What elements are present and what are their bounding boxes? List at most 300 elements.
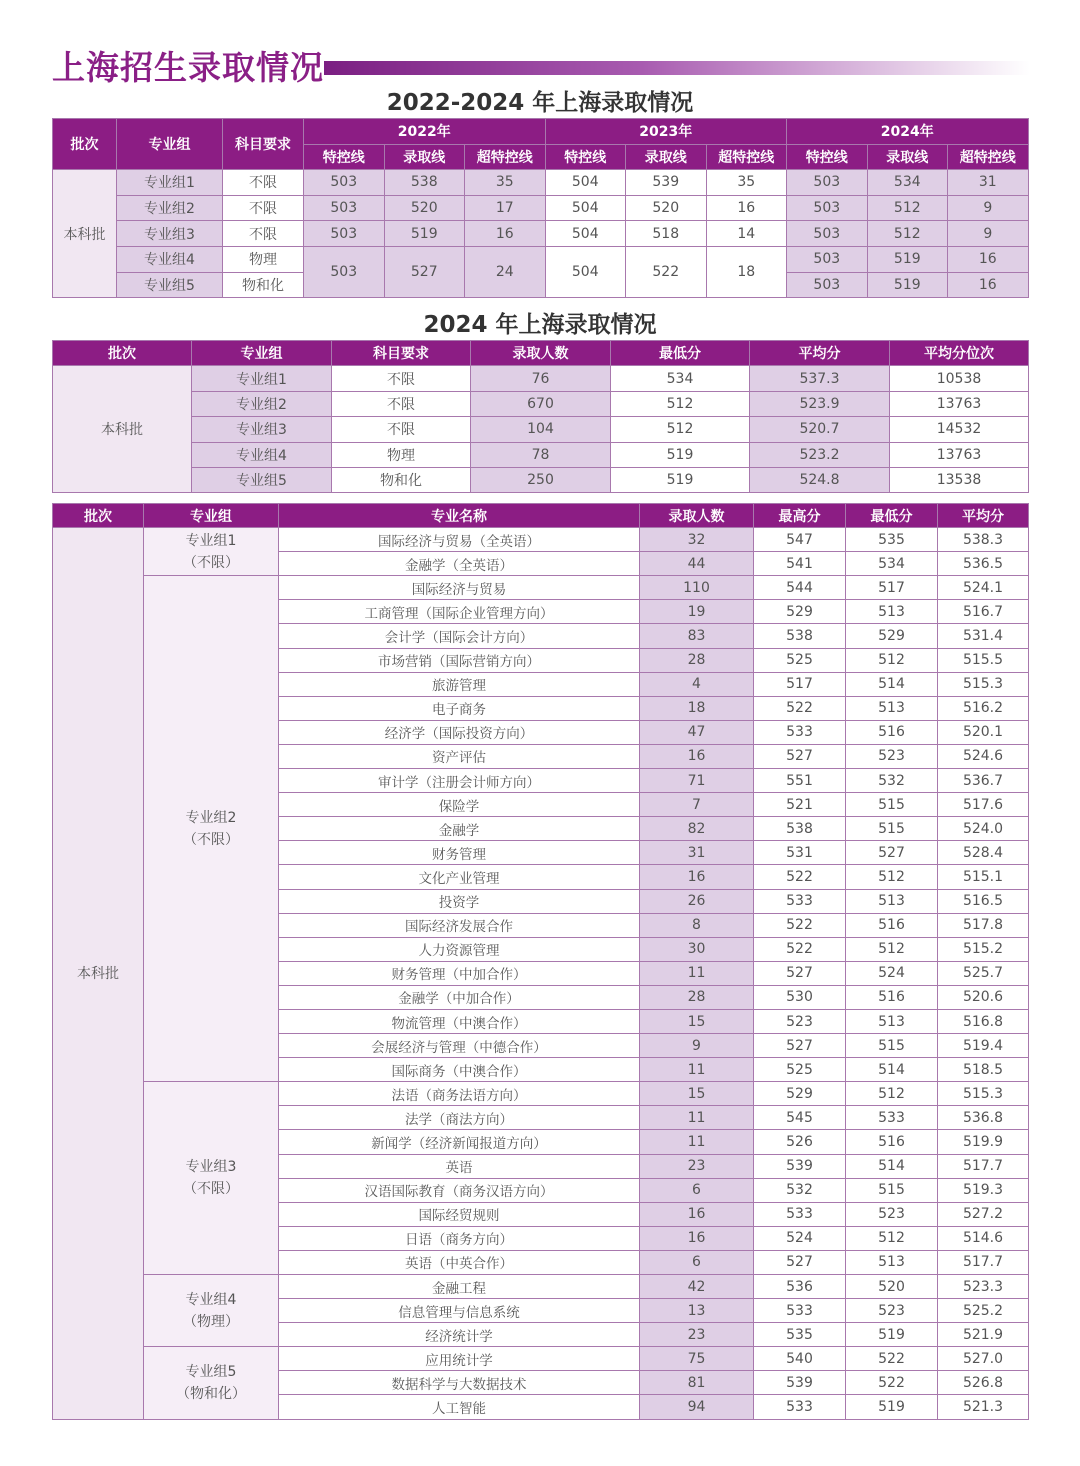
section2-title: 2024 年上海录取情况 [423, 312, 657, 338]
table-row [53, 442, 1029, 467]
value-cell: 物和化 [332, 467, 471, 492]
major-name-cell: 英语（中英合作） [279, 1250, 640, 1274]
value-cell: 14532 [890, 417, 1029, 442]
value-cell: 512 [611, 417, 750, 442]
subject-cell: 物和化 [223, 272, 304, 298]
value-cell: 551 [754, 769, 846, 793]
value-cell: 47 [640, 720, 754, 744]
value-cell: 524 [754, 1226, 846, 1250]
value-cell: 513 [846, 696, 938, 720]
value-cell: 527 [754, 961, 846, 985]
value-cell: 515.3 [938, 1082, 1029, 1106]
group-requirement: （不限） [183, 831, 239, 848]
value-cell: 521 [754, 793, 846, 817]
value-cell: 不限 [332, 366, 471, 391]
value-cell: 524 [846, 961, 938, 985]
value-cell: 6 [640, 1178, 754, 1202]
value-cell: 42 [640, 1275, 754, 1299]
value-cell: 520 [384, 195, 465, 221]
value-cell: 6 [640, 1250, 754, 1274]
major-name-cell: 财务管理 [279, 841, 640, 865]
value-cell: 525 [754, 648, 846, 672]
value-cell: 517.7 [938, 1250, 1029, 1274]
value-cell: 30 [640, 937, 754, 961]
value-cell: 503 [304, 170, 385, 196]
major-name-cell: 国际商务（中澳合作） [279, 1058, 640, 1082]
value-cell: 518 [626, 221, 707, 247]
value-cell: 14 [706, 221, 787, 247]
value-cell: 250 [471, 467, 611, 492]
value-cell: 521.3 [938, 1395, 1029, 1419]
value-cell: 28 [640, 985, 754, 1009]
value-cell: 512 [867, 221, 948, 247]
header-sub: 超特控线 [948, 144, 1029, 170]
table-row [53, 467, 1029, 492]
value-cell: 16 [706, 195, 787, 221]
value-cell: 521.9 [938, 1323, 1029, 1347]
value-cell: 518.5 [938, 1058, 1029, 1082]
value-cell: 物理 [332, 442, 471, 467]
value-cell: 24 [465, 246, 546, 297]
value-cell: 533 [846, 1106, 938, 1130]
group-cell: 专业组5 [117, 272, 223, 298]
value-cell: 522 [754, 937, 846, 961]
value-cell: 519 [867, 272, 948, 298]
major-name-cell: 经济统计学 [279, 1323, 640, 1347]
value-cell: 515 [846, 817, 938, 841]
value-cell: 26 [640, 889, 754, 913]
major-name-cell: 法语（商务法语方向） [279, 1082, 640, 1106]
subject-cell: 物理 [223, 246, 304, 272]
value-cell: 519 [867, 246, 948, 272]
value-cell: 533 [754, 1395, 846, 1419]
major-name-cell: 电子商务 [279, 696, 640, 720]
value-cell: 523 [754, 1009, 846, 1033]
value-cell: 536.5 [938, 552, 1029, 576]
group-cell [144, 576, 279, 1082]
value-cell: 517 [846, 576, 938, 600]
value-cell: 19 [640, 600, 754, 624]
value-cell: 523.9 [750, 391, 890, 416]
value-cell: 32 [640, 528, 754, 552]
table-row [53, 1082, 1029, 1106]
group-cell: 专业组2 [192, 391, 332, 416]
value-cell: 15 [640, 1082, 754, 1106]
group-requirement: （不限） [183, 554, 239, 571]
major-name-cell: 保险学 [279, 793, 640, 817]
group-cell [144, 1347, 279, 1419]
value-cell: 531 [754, 841, 846, 865]
value-cell: 533 [754, 720, 846, 744]
value-cell: 512 [846, 1082, 938, 1106]
table-2024 [52, 340, 1029, 493]
group-cell: 专业组3 [192, 417, 332, 442]
value-cell: 512 [867, 195, 948, 221]
header-cell: 专业组 [192, 341, 332, 366]
value-cell: 520.7 [750, 417, 890, 442]
group-requirement: （物和化） [176, 1385, 246, 1402]
value-cell: 513 [846, 600, 938, 624]
value-cell: 533 [754, 1299, 846, 1323]
major-name-cell: 国际经济与贸易（全英语） [279, 528, 640, 552]
value-cell: 515 [846, 1178, 938, 1202]
header-sub: 录取线 [384, 144, 465, 170]
value-cell: 517.8 [938, 913, 1029, 937]
header-cell: 专业组 [144, 504, 279, 528]
header-sub: 超特控线 [706, 144, 787, 170]
group-name: 专业组3 [185, 1159, 237, 1176]
header-cell: 录取人数 [640, 504, 754, 528]
value-cell: 9 [640, 1034, 754, 1058]
value-cell: 23 [640, 1323, 754, 1347]
value-cell: 517.7 [938, 1154, 1029, 1178]
value-cell: 503 [304, 246, 385, 297]
value-cell: 517 [754, 672, 846, 696]
batch-cell: 本科批 [53, 528, 144, 1419]
value-cell: 515.3 [938, 672, 1029, 696]
value-cell: 525.2 [938, 1299, 1029, 1323]
value-cell: 520 [846, 1275, 938, 1299]
value-cell: 670 [471, 391, 611, 416]
value-cell: 503 [787, 221, 868, 247]
batch-cell: 本科批 [53, 170, 117, 298]
value-cell: 517.6 [938, 793, 1029, 817]
header-cell: 批次 [53, 341, 192, 366]
value-cell: 7 [640, 793, 754, 817]
value-cell: 525.7 [938, 961, 1029, 985]
major-name-cell: 财务管理（中加合作） [279, 961, 640, 985]
value-cell: 11 [640, 1106, 754, 1130]
major-name-cell: 市场营销（国际营销方向） [279, 648, 640, 672]
major-name-cell: 审计学（注册会计师方向） [279, 769, 640, 793]
value-cell: 516 [846, 985, 938, 1009]
value-cell: 533 [754, 889, 846, 913]
major-name-cell: 经济学（国际投资方向） [279, 720, 640, 744]
value-cell: 520.1 [938, 720, 1029, 744]
table-row [53, 391, 1029, 416]
value-cell: 503 [787, 272, 868, 298]
group-cell: 专业组2 [117, 195, 223, 221]
value-cell: 9 [948, 195, 1029, 221]
value-cell: 532 [754, 1178, 846, 1202]
value-cell: 16 [640, 865, 754, 889]
major-name-cell: 投资学 [279, 889, 640, 913]
group-name: 专业组2 [185, 809, 237, 826]
header-sub: 特控线 [787, 144, 868, 170]
value-cell: 104 [471, 417, 611, 442]
value-cell: 520.6 [938, 985, 1029, 1009]
value-cell: 512 [611, 391, 750, 416]
header-cell: 平均分 [750, 341, 890, 366]
value-cell: 512 [846, 648, 938, 672]
value-cell: 514 [846, 1154, 938, 1178]
value-cell: 530 [754, 985, 846, 1009]
value-cell: 75 [640, 1347, 754, 1371]
table-row [53, 528, 1029, 552]
value-cell: 16 [465, 221, 546, 247]
value-cell: 503 [304, 195, 385, 221]
value-cell: 541 [754, 552, 846, 576]
value-cell: 533 [754, 1202, 846, 1226]
value-cell: 536.8 [938, 1106, 1029, 1130]
value-cell: 529 [754, 600, 846, 624]
value-cell: 16 [640, 744, 754, 768]
value-cell: 532 [846, 769, 938, 793]
value-cell: 515 [846, 1034, 938, 1058]
header-year-2022: 2022年 [304, 119, 546, 145]
value-cell: 524.8 [750, 467, 890, 492]
group-cell: 专业组1 [117, 170, 223, 196]
major-name-cell: 国际经济发展合作 [279, 913, 640, 937]
major-name-cell: 物流管理（中澳合作） [279, 1009, 640, 1033]
group-cell: 专业组4 [192, 442, 332, 467]
page-title: 上海招生录取情况 [52, 48, 324, 87]
value-cell: 17 [465, 195, 546, 221]
major-name-cell: 文化产业管理 [279, 865, 640, 889]
group-cell: 专业组4 [117, 246, 223, 272]
value-cell: 539 [754, 1371, 846, 1395]
value-cell: 516 [846, 1130, 938, 1154]
value-cell: 504 [545, 195, 626, 221]
value-cell: 513 [846, 1250, 938, 1274]
major-name-cell: 旅游管理 [279, 672, 640, 696]
header-sub: 超特控线 [465, 144, 546, 170]
major-name-cell: 国际经济与贸易 [279, 576, 640, 600]
major-name-cell: 会展经济与管理（中德合作） [279, 1034, 640, 1058]
value-cell: 524.0 [938, 817, 1029, 841]
value-cell: 8 [640, 913, 754, 937]
value-cell: 523.2 [750, 442, 890, 467]
value-cell: 519 [846, 1323, 938, 1347]
value-cell: 528.4 [938, 841, 1029, 865]
header-sub: 录取线 [626, 144, 707, 170]
value-cell: 13538 [890, 467, 1029, 492]
value-cell: 31 [948, 170, 1029, 196]
value-cell: 538 [754, 817, 846, 841]
group-name: 专业组5 [185, 1363, 237, 1380]
table-majors-2024 [52, 503, 1029, 1420]
value-cell: 514 [846, 672, 938, 696]
value-cell: 504 [545, 221, 626, 247]
header-sub: 特控线 [545, 144, 626, 170]
header-subject: 科目要求 [223, 119, 304, 170]
value-cell: 519.9 [938, 1130, 1029, 1154]
value-cell: 10538 [890, 366, 1029, 391]
value-cell: 35 [465, 170, 546, 196]
major-name-cell: 英语 [279, 1154, 640, 1178]
value-cell: 529 [754, 1082, 846, 1106]
value-cell: 515 [846, 793, 938, 817]
value-cell: 516 [846, 913, 938, 937]
header-cell: 最低分 [611, 341, 750, 366]
value-cell: 512 [846, 937, 938, 961]
value-cell: 529 [846, 624, 938, 648]
value-cell: 534 [867, 170, 948, 196]
value-cell: 523 [846, 1202, 938, 1226]
header-cell: 最低分 [846, 504, 938, 528]
value-cell: 540 [754, 1347, 846, 1371]
value-cell: 94 [640, 1395, 754, 1419]
value-cell: 513 [846, 1009, 938, 1033]
value-cell: 13763 [890, 442, 1029, 467]
group-name: 专业组4 [185, 1291, 237, 1308]
value-cell: 545 [754, 1106, 846, 1130]
major-name-cell: 资产评估 [279, 744, 640, 768]
major-name-cell: 信息管理与信息系统 [279, 1299, 640, 1323]
header-cell: 平均分位次 [890, 341, 1029, 366]
header-sub: 录取线 [867, 144, 948, 170]
title-gradient-bar [324, 61, 1030, 75]
major-name-cell: 日语（商务方向） [279, 1226, 640, 1250]
header-year-2024: 2024年 [787, 119, 1029, 145]
group-cell [144, 1275, 279, 1347]
group-cell [144, 528, 279, 576]
value-cell: 515.2 [938, 937, 1029, 961]
value-cell: 31 [640, 841, 754, 865]
value-cell: 527 [384, 246, 465, 297]
major-name-cell: 会计学（国际会计方向） [279, 624, 640, 648]
value-cell: 15 [640, 1009, 754, 1033]
value-cell: 522 [754, 913, 846, 937]
value-cell: 13763 [890, 391, 1029, 416]
value-cell: 519 [611, 442, 750, 467]
section1-title: 2022-2024 年上海录取情况 [386, 90, 694, 116]
header-cell: 批次 [53, 504, 144, 528]
value-cell: 527 [754, 744, 846, 768]
value-cell: 534 [611, 366, 750, 391]
value-cell: 不限 [332, 391, 471, 416]
value-cell: 512 [846, 865, 938, 889]
group-name: 专业组1 [185, 532, 237, 549]
group-cell: 专业组3 [117, 221, 223, 247]
value-cell: 513 [846, 889, 938, 913]
value-cell: 525 [754, 1058, 846, 1082]
value-cell: 28 [640, 648, 754, 672]
value-cell: 527.2 [938, 1202, 1029, 1226]
value-cell: 519 [611, 467, 750, 492]
value-cell: 503 [787, 195, 868, 221]
value-cell: 522 [754, 696, 846, 720]
value-cell: 76 [471, 366, 611, 391]
group-cell [144, 1082, 279, 1275]
header-batch: 批次 [53, 119, 117, 170]
major-name-cell: 应用统计学 [279, 1347, 640, 1371]
header-sub: 特控线 [304, 144, 385, 170]
subject-cell: 不限 [223, 170, 304, 196]
value-cell: 538.3 [938, 528, 1029, 552]
value-cell: 16 [948, 272, 1029, 298]
value-cell: 11 [640, 1058, 754, 1082]
value-cell: 516.7 [938, 600, 1029, 624]
major-name-cell: 人工智能 [279, 1395, 640, 1419]
table-row [53, 1347, 1029, 1371]
value-cell: 11 [640, 1130, 754, 1154]
value-cell: 503 [787, 246, 868, 272]
header-cell: 科目要求 [332, 341, 471, 366]
group-cell: 专业组5 [192, 467, 332, 492]
value-cell: 82 [640, 817, 754, 841]
major-name-cell: 数据科学与大数据技术 [279, 1371, 640, 1395]
value-cell: 547 [754, 528, 846, 552]
value-cell: 524.1 [938, 576, 1029, 600]
value-cell: 83 [640, 624, 754, 648]
header-cell: 录取人数 [471, 341, 611, 366]
value-cell: 514 [846, 1058, 938, 1082]
value-cell: 514.6 [938, 1226, 1029, 1250]
group-requirement: （不限） [183, 1181, 239, 1198]
table-row [53, 576, 1029, 600]
value-cell: 524.6 [938, 744, 1029, 768]
value-cell: 519 [384, 221, 465, 247]
major-name-cell: 汉语国际教育（商务汉语方向） [279, 1178, 640, 1202]
value-cell: 523 [846, 744, 938, 768]
value-cell: 504 [545, 246, 626, 297]
major-name-cell: 金融工程 [279, 1275, 640, 1299]
value-cell: 9 [948, 221, 1029, 247]
value-cell: 110 [640, 576, 754, 600]
value-cell: 539 [626, 170, 707, 196]
value-cell: 523.3 [938, 1275, 1029, 1299]
value-cell: 531.4 [938, 624, 1029, 648]
value-cell: 519 [846, 1395, 938, 1419]
value-cell: 4 [640, 672, 754, 696]
value-cell: 18 [640, 696, 754, 720]
major-name-cell: 金融学 [279, 817, 640, 841]
header-group: 专业组 [117, 119, 223, 170]
value-cell: 527 [846, 841, 938, 865]
value-cell: 71 [640, 769, 754, 793]
value-cell: 537.3 [750, 366, 890, 391]
value-cell: 503 [304, 221, 385, 247]
value-cell: 535 [754, 1323, 846, 1347]
subject-cell: 不限 [223, 195, 304, 221]
value-cell: 538 [754, 624, 846, 648]
value-cell: 519.4 [938, 1034, 1029, 1058]
value-cell: 527.0 [938, 1347, 1029, 1371]
header-year-2023: 2023年 [545, 119, 787, 145]
value-cell: 23 [640, 1154, 754, 1178]
major-name-cell: 人力资源管理 [279, 937, 640, 961]
value-cell: 519.3 [938, 1178, 1029, 1202]
value-cell: 516.5 [938, 889, 1029, 913]
group-cell: 专业组1 [192, 366, 332, 391]
value-cell: 526.8 [938, 1371, 1029, 1395]
major-name-cell: 新闻学（经济新闻报道方向） [279, 1130, 640, 1154]
value-cell: 504 [545, 170, 626, 196]
value-cell: 35 [706, 170, 787, 196]
major-name-cell: 金融学（全英语） [279, 552, 640, 576]
major-name-cell: 国际经贸规则 [279, 1202, 640, 1226]
value-cell: 516 [846, 720, 938, 744]
table-row [53, 1275, 1029, 1299]
value-cell: 527 [754, 1250, 846, 1274]
value-cell: 16 [948, 246, 1029, 272]
value-cell: 534 [846, 552, 938, 576]
batch-cell: 本科批 [53, 366, 192, 493]
value-cell: 516.2 [938, 696, 1029, 720]
value-cell: 515.1 [938, 865, 1029, 889]
value-cell: 544 [754, 576, 846, 600]
value-cell: 527 [754, 1034, 846, 1058]
value-cell: 16 [640, 1202, 754, 1226]
major-name-cell: 工商管理（国际企业管理方向） [279, 600, 640, 624]
value-cell: 522 [754, 865, 846, 889]
value-cell: 516.8 [938, 1009, 1029, 1033]
subject-cell: 不限 [223, 221, 304, 247]
value-cell: 535 [846, 528, 938, 552]
value-cell: 503 [787, 170, 868, 196]
value-cell: 539 [754, 1154, 846, 1178]
